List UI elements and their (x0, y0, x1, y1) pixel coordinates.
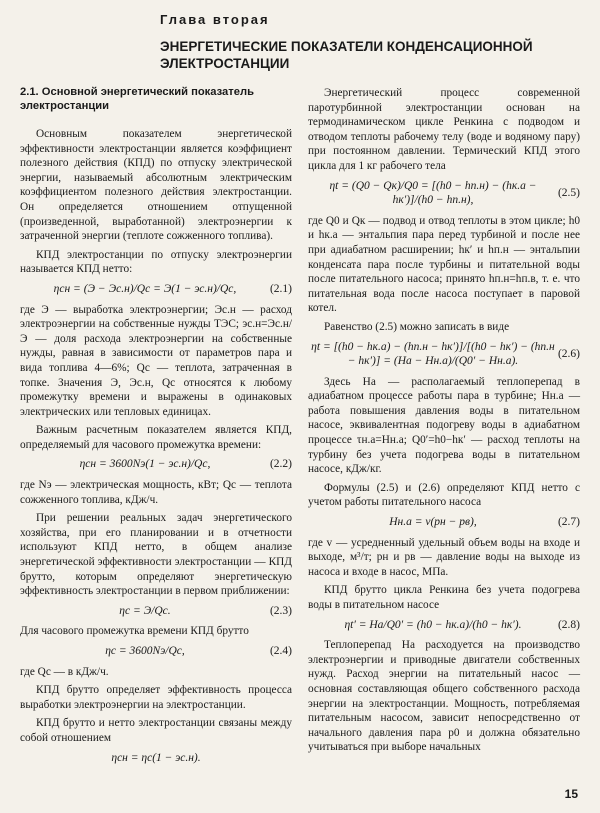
equation-number: (2.7) (557, 516, 580, 529)
equation-number: (2.8) (557, 618, 580, 631)
paragraph: КПД брутто определяет эффективность процесса выработки электроэнергии на электростанции. (20, 684, 292, 711)
page-title: ЭНЕРГЕТИЧЕСКИЕ ПОКАЗАТЕЛИ КОНДЕНСАЦИОННОЙ ЭЛЕКТРОСТАНЦИИ (160, 39, 533, 71)
paragraph: Здесь Hа — располагаемый теплоперепад в адиабатном процессе работы пара в турбине; Hн.а — работа повышения давления воды в питательном насосе, эквивалентная подогреву воды в адиабатном процессе τн.а=Hн.а; Q0′=h0−hк′ — расход теплоты на турбину без учета подогрева воды в питательном насосе, кДж/кг. (308, 375, 580, 476)
paragraph: где v — усредненный удельный объем воды на входе и выходе, м³/т; pн и pв — давление воды на выходе из насоса и входе в насос, МПа. (308, 536, 580, 578)
equation-formula: ηс = Э/Qс. (119, 604, 171, 617)
equation-2-7 (308, 515, 580, 530)
paragraph: При решении реальных задач энергетического хозяйства, при его планировании и в отчетности используют КПД нетто, в общем анализе энергетической эффективности электростанции — КПД брутто, которым определяют энергетическую эффективность электростанции в первом приближении: (20, 512, 292, 598)
equation-number: (2.2) (269, 458, 292, 471)
paragraph: Теплоперепад Hа расходуется на производство электроэнергии и приводные двигатели собственных нужд. Расход энергии на питательный насос — основная составляющая общего собственного расхода энергии на электростанции. Мощность, потребляемая питательным насосом, зависит непосредственно от начального давления пара p0 и должна обязательно учитываться при выборе начальных (308, 639, 580, 754)
paragraph: Важным расчетным показателем является КПД, определяемый для часового промежутка времени: (20, 424, 292, 451)
equation-formula: ηсн = 3600Nэ(1 − эс.н)/Qс, (79, 458, 211, 471)
equation-formula: ηt = (Q0 − Qк)/Q0 = [(h0 − hп.н) − (hк.а − hк′)]/(h0 − hп.н), (329, 179, 537, 207)
equation-number: (2.6) (557, 347, 580, 360)
left-column (20, 86, 292, 771)
equation-number: (2.4) (269, 645, 292, 657)
paragraph: Равенство (2.5) можно записать в виде (324, 320, 510, 333)
equation-2-1 (20, 282, 292, 297)
paragraph: КПД электростанции по отпуску электроэнергии называется КПД нетто: (20, 248, 292, 276)
equation-number: (2.3) (269, 604, 292, 617)
right-column (308, 86, 580, 759)
paragraph: где Э — выработка электроэнергии; Эс.н — расход электроэнергии на собственные нужды ТЭС; эс.н=Эс.н/Э — доля расхода электроэнергии на собственные нужды, равная в зависимости от параметров пара и вида топлива 4—6%; Qс — теплота, затраченная в топке. Значения Э, Эс.н, Qс относятся к любому промежутку времени и выражены в одинаковых электрических или тепловых единицах. (20, 303, 292, 418)
equation-formula: ηсн = ηс(1 − эс.н). (111, 751, 201, 764)
paragraph: Энергетический процесс современной паротурбинной электростанции основан на термодинамическом цикле Ренкина с подводом и отводом теплоты рабочему телу (воде и водяному пару) при постоянном давлении. Термический КПД этого цикла для 1 кг рабочего тела (308, 87, 580, 172)
equation-2-8 (308, 618, 580, 633)
equation-number: (2.5) (557, 186, 580, 199)
page-number: 15 (564, 787, 578, 801)
paragraph: КПД брутто цикла Ренкина без учета подогрева воды в питательном насосе (308, 584, 580, 611)
paragraph: Формулы (2.5) и (2.6) определяют КПД нетто с учетом работы питательного насоса (308, 481, 580, 509)
paragraph: где Nэ — электрическая мощность, кВт; Qс — теплота сожженного топлива, кДж/ч. (20, 479, 292, 506)
paragraph: где Qс — в кДж/ч. (20, 665, 109, 678)
equation-number: (2.1) (269, 282, 292, 295)
equation-2-2 (20, 457, 292, 472)
equation-2-6 (308, 340, 580, 369)
equation-brutto-netto (20, 751, 292, 766)
equation-formula: ηсн = (Э − Эс.н)/Qс = Э(1 − эс.н)/Qс, (53, 282, 237, 295)
paragraph: КПД брутто и нетто электростанции связаны между собой отношением (20, 717, 292, 744)
equation-formula: ηс = 3600Nэ/Qс, (105, 645, 185, 657)
equation-2-5 (308, 179, 580, 208)
chapter-label: Глава вторая (160, 12, 270, 27)
equation-2-3 (20, 604, 292, 619)
equation-formula: ηt′ = Hа/Q0′ = (h0 − hк.а)/(h0 − hк′). (344, 618, 522, 631)
equation-2-4 (20, 644, 292, 659)
paragraph: где Q0 и Qк — подвод и отвод теплоты в этом цикле; h0 и hк.а — энтальпия пара перед турбиной и после нее при адиабатном расширении; hк′ и hп.н — энтальпии конденсата пара после турбины и питательной воды после питательного насоса; принято hп.н=hп.в, т. е. что питательная вода после насоса поступает в паровой котел. (308, 214, 580, 315)
equation-formula: ηt = [(h0 − hк.а) − (hп.н − hк′)]/[(h0 − hк′) − (hп.н − hк′)] = (Hа − Hн.а)/(Q0′ − Hн.а). (311, 340, 555, 368)
equation-formula: Hн.а = v(pн − pв), (389, 516, 477, 529)
paragraph: Для часового промежутка времени КПД брутто (20, 625, 249, 638)
section-heading: 2.1. Основной энергетический показатель электростанции (20, 86, 254, 112)
paragraph: Основным показателем энергетической эффективности электростанции является коэффициент полезного действия (КПД) по отпуску электрической энергии, называемый абсолютным электрическим коэффициентом полезного действия электростанции. Он определяется отношением отпущенной (произведенной, выработанной) электроэнергии к затраченной энергии (теплоте сожженного топлива). (20, 128, 292, 243)
